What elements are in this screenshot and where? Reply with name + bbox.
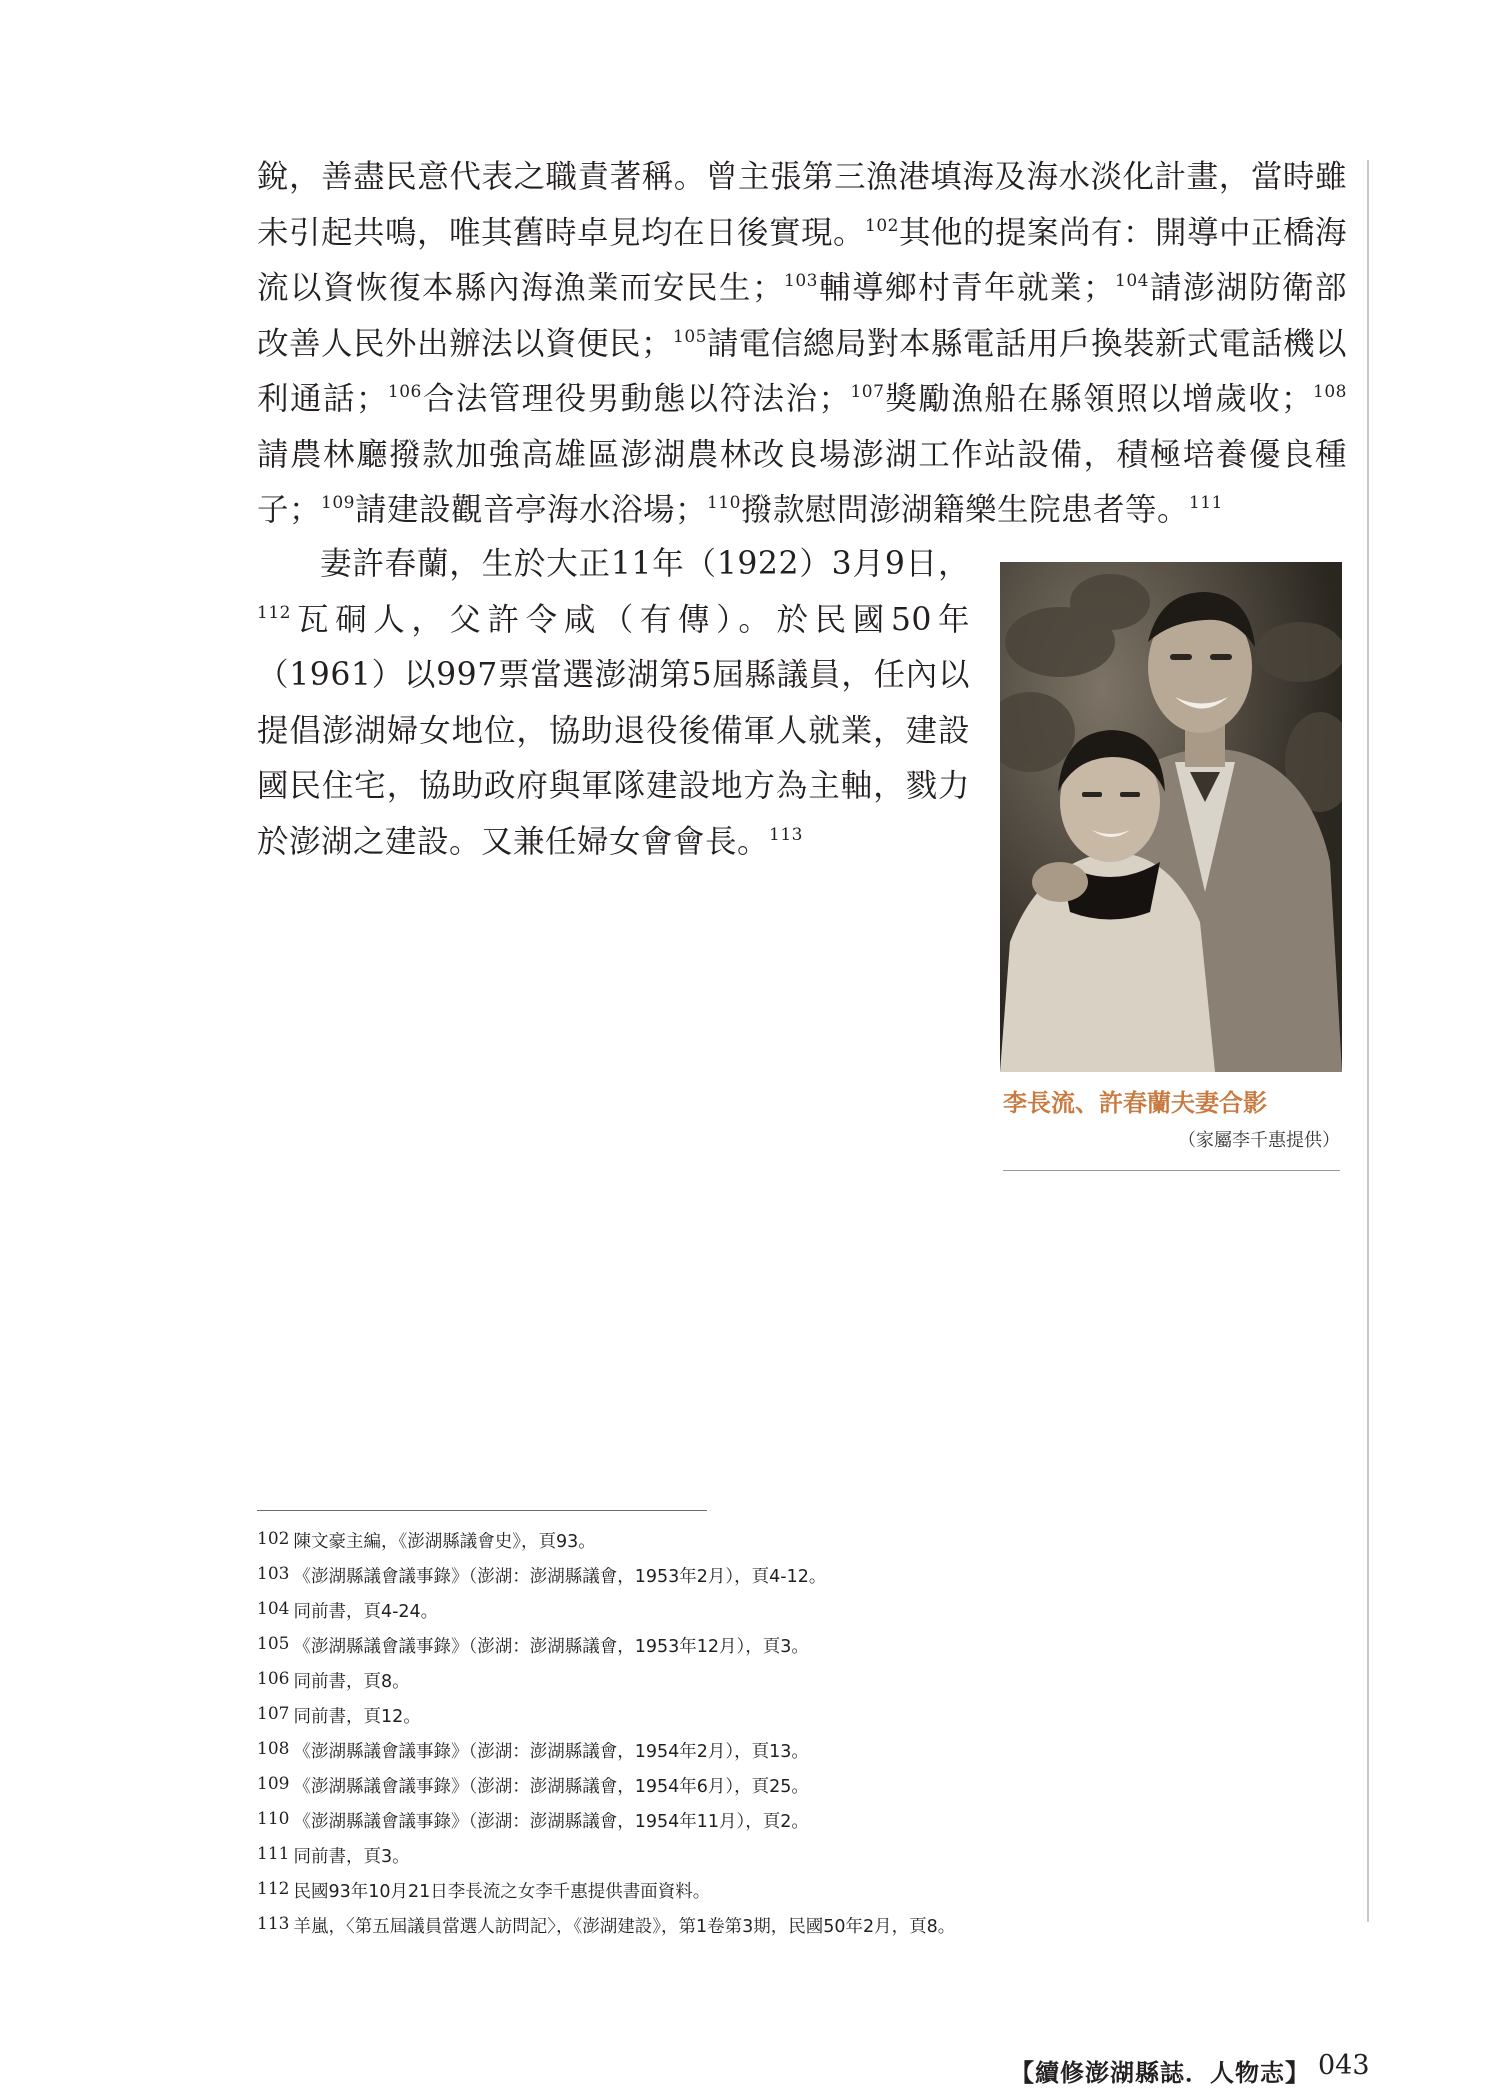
footnote-number: 103: [257, 1564, 290, 1584]
page-number: 043: [1318, 2050, 1370, 2081]
footnote-text: 羊嵐，〈第五屆議員當選人訪問記〉，《澎湖建設》，第1卷第3期，民國50年2月，頁8。: [293, 1917, 956, 1937]
footnote-text: 同前書，頁3。: [293, 1847, 410, 1867]
footnote-number: 108: [257, 1739, 290, 1759]
running-title: 【續修澎湖縣誌．人物志】: [1010, 2058, 1310, 2087]
footnote-number: 110: [257, 1809, 290, 1829]
footnote-number: 106: [257, 1669, 290, 1689]
footnote-number: 102: [257, 1529, 290, 1549]
footnote-number: 111: [257, 1844, 290, 1864]
text-run: 獎勵漁船在縣領照以增歲收；: [884, 381, 1314, 417]
footnote-item: [257, 1665, 1347, 1700]
footnote-item: [257, 1805, 1347, 1840]
footnote-item: [257, 1840, 1347, 1875]
couple-photo: [1000, 562, 1342, 1072]
text-run: 合法管理役男動態以符法治；: [421, 381, 851, 417]
text-run: 輔導鄉村青年就業；: [817, 270, 1115, 306]
text-run: 請電信總局對本縣電話用戶換裝新式電話機以利通話；: [257, 325, 1347, 417]
footnote-text: 同前書，頁12。: [293, 1707, 421, 1727]
photo-illustration: [1000, 562, 1342, 1072]
footnote-item: [257, 1700, 1347, 1735]
footnote-ref[interactable]: 108: [1313, 382, 1347, 402]
footnote-number: 112: [257, 1879, 290, 1899]
footnote-item: [257, 1630, 1347, 1665]
footnote-divider: [257, 1510, 707, 1511]
footnote-item: [257, 1525, 1347, 1560]
footnote-ref[interactable]: 109: [321, 493, 355, 513]
footnote-item: [257, 1910, 1347, 1945]
footnote-ref[interactable]: 107: [850, 382, 885, 402]
photo-caption: 李長流、許春蘭夫妻合影: [1003, 1089, 1267, 1117]
photo-credit: （家屬李千惠提供）: [1178, 1130, 1340, 1151]
text-run: 請建設觀音亭海水浴場；: [354, 492, 707, 528]
footnote-item: [257, 1595, 1347, 1630]
footnote-item: [257, 1560, 1347, 1595]
text-run: 銳，善盡民意代表之職責著稱。曾主張第三漁港填海及海水淡化計畫，當時雖未引起共鳴，唯其舊時卓見均在日後實現。: [257, 159, 1347, 251]
text-run: 撥款慰問澎湖籍樂生院患者等。: [740, 492, 1189, 528]
footnote-ref[interactable]: 102: [865, 215, 899, 236]
footnote-number: 104: [257, 1599, 290, 1619]
footnote-text: 同前書，頁8。: [293, 1672, 410, 1692]
footnote-ref[interactable]: 106: [387, 382, 422, 402]
footnote-ref[interactable]: 110: [706, 493, 741, 513]
footnote-list: [257, 1525, 1347, 1945]
footnote-number: 113: [257, 1914, 290, 1934]
text-run: 瓦硐人，父許令咸（有傳）。於民國50年（1961）以997票當選澎湖第5屆縣議員，任內以提倡澎湖婦女地位，協助退役後備軍人就業，建設國民住宅，協助政府與軍隊建設地方為主軸，戮力於澎湖之建設。又兼任婦女會會長。: [257, 601, 970, 860]
footnote-text: 《澎湖縣議會議事錄》（澎湖：澎湖縣議會，1953年12月），頁3。: [293, 1637, 809, 1657]
footnote-number: 107: [257, 1704, 290, 1724]
footnote-text: 同前書，頁4-24。: [293, 1602, 439, 1622]
text-run: 請澎湖防衛部改善人民外出辦法以資便民；: [257, 270, 1347, 362]
footnote-ref[interactable]: 104: [1115, 271, 1149, 291]
margin-rule: [1367, 160, 1369, 1922]
footnote-ref[interactable]: 113: [769, 824, 803, 845]
footnote-item: [257, 1735, 1347, 1770]
caption-divider: [1003, 1170, 1340, 1171]
footnote-ref[interactable]: 111: [1188, 493, 1223, 513]
footnote-text: 《澎湖縣議會議事錄》（澎湖：澎湖縣議會，1954年11月），頁2。: [293, 1812, 809, 1832]
footnote-text: 《澎湖縣議會議事錄》（澎湖：澎湖縣議會，1954年2月），頁13。: [293, 1742, 809, 1762]
body-paragraph-2: [257, 537, 970, 870]
footnote-text: 《澎湖縣議會議事錄》（澎湖：澎湖縣議會，1954年6月），頁25。: [293, 1777, 809, 1797]
footnote-number: 109: [257, 1774, 290, 1794]
text-run: 其他的提案尚有：開導中正橋海流以資恢復本縣內海漁業而安民生；: [257, 214, 1347, 306]
footnote-text: 陳文豪主編，《澎湖縣議會史》，頁93。: [293, 1532, 596, 1552]
footnote-ref[interactable]: 105: [673, 326, 707, 347]
footnote-ref[interactable]: 112: [257, 602, 291, 623]
footnote-item: [257, 1770, 1347, 1805]
footnote-ref[interactable]: 103: [784, 271, 818, 291]
footnote-text: 民國93年10月21日李長流之女李千惠提供書面資料。: [293, 1882, 711, 1902]
text-run: 請農林廳撥款加強高雄區澎湖農林改良場澎湖工作站設備，積極培養優良種子；: [257, 436, 1347, 528]
footnote-number: 105: [257, 1634, 290, 1654]
text-run: 妻許春蘭，生於大正11年（1922）3月9日，: [320, 546, 970, 582]
footnote-item: [257, 1875, 1347, 1910]
footnote-text: 《澎湖縣議會議事錄》（澎湖：澎湖縣議會，1953年2月），頁4-12。: [293, 1567, 827, 1587]
body-paragraph-1: [257, 150, 1347, 539]
